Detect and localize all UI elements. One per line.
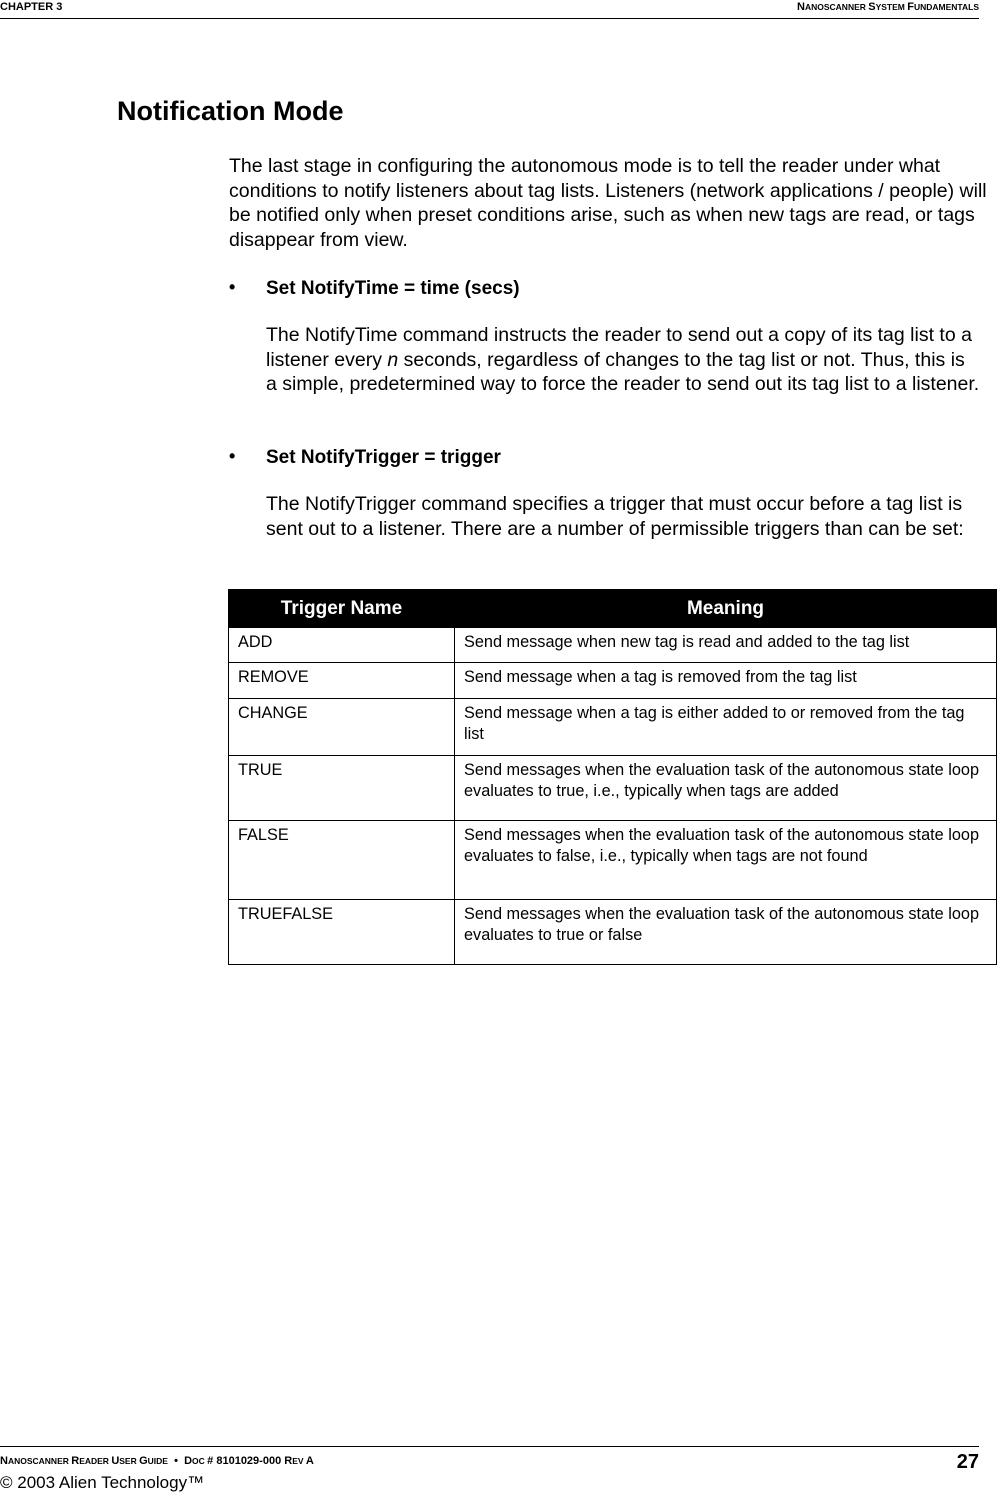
table-row [229, 699, 997, 756]
meaning-cell: Send message when a tag is removed from the tag list [455, 663, 997, 699]
header-trigger-name: Trigger Name [229, 590, 455, 628]
page-header [0, 0, 979, 19]
table-row [229, 663, 997, 699]
meaning-cell: Send messages when the evaluation task of the autonomous state loop evaluates to true or false [455, 900, 997, 965]
copyright: © 2003 Alien Technology™ [0, 1473, 205, 1492]
page-title: Notification Mode [117, 96, 344, 126]
bullet-icon: • [229, 277, 236, 297]
trigger-name-cell: CHANGE [229, 699, 455, 756]
separator-dot: • [174, 1455, 178, 1467]
meaning-cell: Send messages when the evaluation task of the autonomous state loop evaluates to false, i.e., typically when tags are not found [455, 821, 997, 900]
trigger-name-cell: TRUE [229, 756, 455, 821]
trigger-name-cell: REMOVE [229, 663, 455, 699]
notifytime-description: The NotifyTime command instructs the reader to send out a copy of its tag list to a listener every n seconds, regardless of changes to the tag list or not. Thus, this is a simple, predetermined way to force the reader to send out its tag list to a listener. [266, 324, 980, 395]
meaning-cell: Send messages when the evaluation task of the autonomous state loop evaluates to true, i.e., typically when tags are added [455, 756, 997, 821]
meaning-cell: Send message when a tag is either added to or removed from the tag list [455, 699, 997, 756]
section-label: NANOSCANNER SYSTEM FUNDAMENTALS [797, 1, 979, 13]
trigger-table [228, 589, 997, 965]
page-footer [0, 1446, 979, 1492]
footer-doc-info: NANOSCANNER READER USER GUIDE • DOC # 8101029-000 REV A [0, 1455, 314, 1467]
bullet-icon: • [229, 446, 236, 466]
table-row [229, 628, 997, 663]
header-meaning: Meaning [455, 590, 997, 628]
intro-paragraph: The last stage in configuring the autonomous mode is to tell the reader under what conditions to notify listeners about tag lists. Listeners (network applications / people) will be notified only when preset conditions arise, such as when new tags are read, or tags disappear from view. [229, 155, 987, 251]
table-row [229, 756, 997, 821]
trigger-name-cell: FALSE [229, 821, 455, 900]
chapter-label: CHAPTER 3 [0, 1, 63, 13]
table-row [229, 821, 997, 900]
page-number: 27 [956, 1451, 979, 1473]
table-header-row [229, 590, 997, 628]
notifytrigger-description: The NotifyTrigger command specifies a trigger that must occur before a tag list is sent out to a listener. There are a number of permissible triggers than can be set: [266, 493, 964, 540]
table-row [229, 900, 997, 965]
meaning-cell: Send message when new tag is read and added to the tag list [455, 628, 997, 663]
command-notifytime: Set NotifyTime = time (secs) [266, 278, 520, 299]
trigger-name-cell: TRUEFALSE [229, 900, 455, 965]
command-notifytrigger: Set NotifyTrigger = trigger [266, 447, 501, 468]
trigger-name-cell: ADD [229, 628, 455, 663]
